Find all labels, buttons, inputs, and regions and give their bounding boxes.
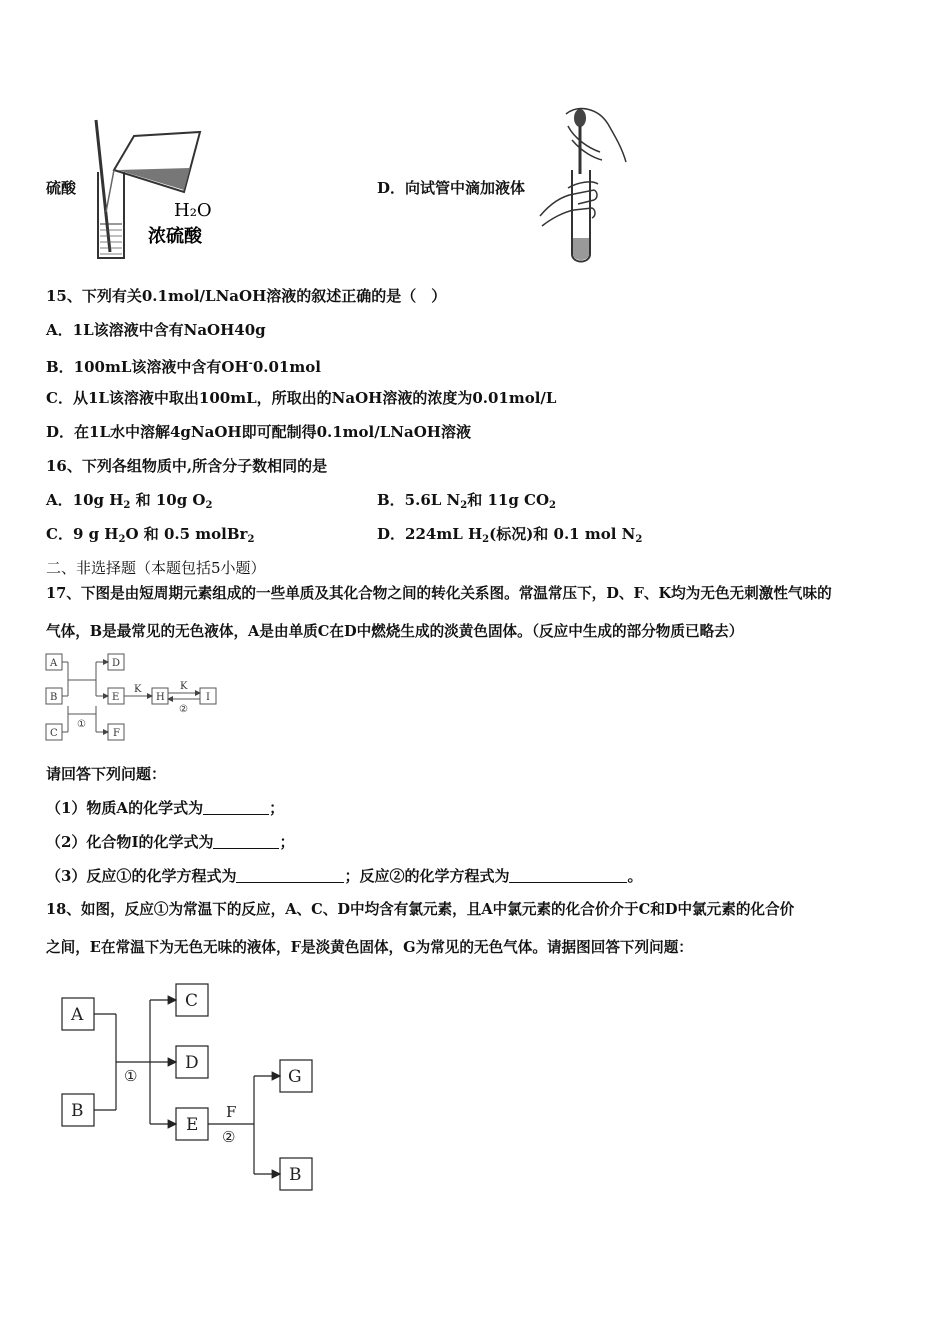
q17-label-c: C	[50, 728, 58, 739]
q18-text-line1: 18、如图，反应①为常温下的反应，A、C、D中均含有氯元素，且A中氯元素的化合价介于C和D中氯元素的化合价	[46, 901, 795, 918]
q15-option-a: A．1L该溶液中含有NaOH40g	[46, 321, 266, 339]
q17-label-k2: K	[180, 681, 188, 692]
q15-stem: 15、下列有关0.1mol/LNaOH溶液的叙述正确的是（ ）	[46, 287, 447, 305]
q17-label-k1: K	[134, 684, 142, 695]
q17-label-e: E	[112, 692, 120, 703]
option-d-label: D．向试管中滴加液体	[377, 179, 526, 197]
q17-prompt: 请回答下列问题：	[46, 765, 167, 783]
q18-conversion-diagram	[54, 980, 324, 1200]
q18-label-c: C	[185, 991, 199, 1011]
q15-option-d: D．在1L水中溶解4gNaOH即可配制得0.1mol/LNaOH溶液	[46, 423, 471, 441]
acid-dilution-illustration	[88, 112, 238, 262]
test-tube-illustration	[538, 104, 634, 266]
q17-answer-blank-1[interactable]	[203, 798, 269, 815]
q18-label-b: B	[71, 1101, 84, 1121]
q18-label-e: E	[186, 1115, 199, 1135]
q18-label-a: A	[71, 1005, 84, 1025]
q17-label-i: I	[206, 692, 210, 703]
q16-option-d: D．224mL $H_2$(标况)和 0.1 mol $N_2$	[377, 525, 643, 545]
q16-option-c: C．9 g $H_2O$ 和 0.5 molBr$_2$	[46, 525, 255, 545]
q15-option-b: B．100mL该溶液中含有OH-0.01mol	[46, 358, 321, 376]
q18-label-b2: B	[289, 1165, 302, 1185]
q16-option-b: B．5.6L $N_2$和 11g $CO_2$	[377, 491, 557, 511]
q17-label-b: B	[50, 692, 58, 703]
q17-text-line2: 气体，B是最常见的无色液体，A是由单质C在D中燃烧生成的淡黄色固体。（反应中生成的部分物质已略去）	[46, 623, 744, 640]
q17-reaction-2: ②	[179, 704, 188, 715]
q18-reaction-1: ①	[124, 1067, 138, 1085]
q17-conversion-diagram	[40, 648, 226, 748]
conc-acid-label: 浓硫酸	[148, 226, 202, 247]
q17-part-3: （3）反应①的化学方程式为 ；反应②的化学方程式为 。	[46, 867, 643, 885]
q18-text-line2: 之间，E在常温下为无色无味的液体，F是淡黄色固体，G为常见的无色气体。请据图回答下列问题：	[46, 939, 693, 956]
q17-answer-blank-2[interactable]	[213, 832, 279, 849]
q18-reaction-2: ②	[222, 1128, 236, 1146]
q17-answer-blank-3[interactable]	[236, 866, 344, 883]
q16-option-a: A．10g $H_2$ 和 10g $O_2$	[46, 491, 213, 511]
section-2-heading: 二、非选择题（本题包括5小题）	[46, 559, 266, 577]
q18-label-f: F	[226, 1103, 237, 1121]
option-c-label: 硫酸	[46, 179, 77, 197]
q16-stem: 16、下列各组物质中,所含分子数相同的是	[46, 457, 328, 475]
q17-part-2: （2）化合物Ⅰ的化学式为 ；	[46, 833, 295, 851]
q17-label-d: D	[112, 658, 121, 669]
q18-label-d: D	[185, 1053, 199, 1073]
q18-label-g: G	[288, 1067, 302, 1087]
h2o-label: H₂O	[174, 200, 212, 221]
q17-text-line1: 17、下图是由短周期元素组成的一些单质及其化合物之间的转化关系图。常温常压下，D、F、K均为无色无刺激性气味的	[46, 585, 832, 602]
q17-answer-blank-4[interactable]	[509, 866, 627, 883]
q17-part-1: （1）物质A的化学式为 ；	[46, 799, 285, 817]
q15-option-c: C．从1L该溶液中取出100mL，所取出的NaOH溶液的浓度为0.01mol/L	[46, 389, 557, 407]
q17-label-a: A	[50, 658, 58, 669]
q17-label-f: F	[113, 728, 120, 739]
q17-reaction-1: ①	[77, 719, 86, 730]
q17-label-h: H	[156, 692, 165, 703]
